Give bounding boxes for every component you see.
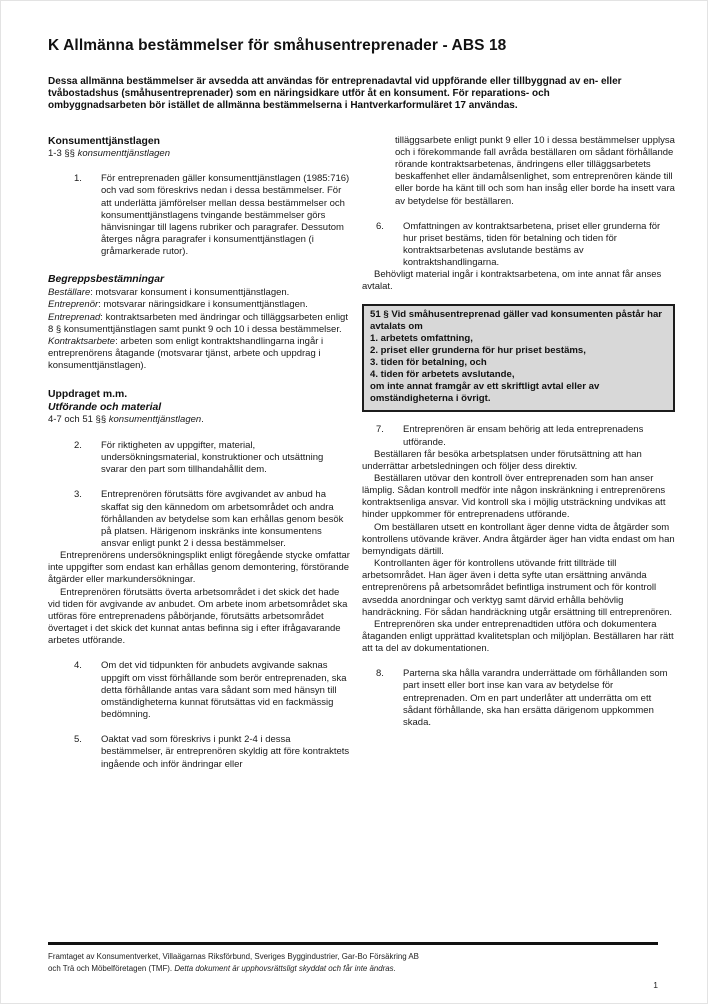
numbered-item-5 <box>74 734 350 770</box>
law-ref-suffix: . <box>201 414 204 426</box>
item-text: Parterna ska hålla varandra underrättade om förhållanden som part insett eller bort inse kan vara av betydelse för entreprenaden. Om en part underlåter att underrätta om ett sådant förhållande, ska han ersätta därigenom uppkommen skada. <box>403 668 668 728</box>
law-reference-1 <box>48 148 350 161</box>
page-content <box>1 1 707 771</box>
item-number: 3. <box>74 489 82 501</box>
section-heading-konsumenttjanstlagen: Konsumenttjänstlagen <box>48 135 160 147</box>
two-column-layout <box>48 135 675 771</box>
law-ref-name: konsumenttjänstlagen <box>77 147 170 159</box>
law-box-line: om inte annat framgår av ett skriftligt avtal eller av omständigheterna i övrigt. <box>370 381 600 405</box>
law-ref-prefix: 1-3 §§ <box>48 147 78 159</box>
definition-text: : motsvarar näringsidkare i konsumenttjänstlagen. <box>98 299 308 311</box>
numbered-item-2 <box>74 440 350 476</box>
definition-entreprenor <box>48 299 350 311</box>
item-7-continuation-2: Beställaren utövar den kontroll över entreprenaden som han anser lämplig. Sådan kontroll medför inte någon inskränkning i entreprenörens kontraktsenliga ansvar. Vid kontroll ska i möjlig utsträckning undvikas att hinder uppkommer för entreprenadens utförande. <box>362 472 666 521</box>
definition-text: : kontraktsarbeten med ändringar och tilläggsarbeten enligt 8 § konsumenttjänstlagen samt punkt 9 och 10 i dessa bestämmelser. <box>48 311 348 335</box>
law-ref-prefix: 4-7 och 51 §§ <box>48 414 109 426</box>
numbered-item-6 <box>376 221 675 270</box>
footer-divider <box>48 942 658 945</box>
item-7-continuation-5: Entreprenören ska under entreprenadtiden utföra och dokumentera åtaganden enligt upprättad kvalitetsplan och miljöplan. Beställaren har rätt att ta del av dokumentationen. <box>362 618 674 655</box>
item-3-continuation-2: Entreprenören förutsätts överta arbetsområdet i det skick det hade vid tiden för avgivande av anbudet. Om arbete inom arbetsområdet ska utföras före entreprenadens påbörjande, förutsätts arbetsområdet övertaget i det skick det kunnat antas befinna sig i efter ifrågavarande arbetes utförande. <box>48 586 348 647</box>
definition-term: Entreprenör <box>48 299 99 311</box>
footer-credits-line-2 <box>48 963 658 975</box>
law-box-line: 1. arbetets omfattning, <box>370 332 473 344</box>
footer-credits-prefix: och Trä och Möbelföretagen (TMF). <box>48 964 175 974</box>
definition-entreprenad <box>48 312 350 336</box>
item-number: 8. <box>376 668 384 680</box>
numbered-item-8 <box>376 668 675 729</box>
page-footer <box>48 942 658 990</box>
numbered-item-3 <box>74 489 350 550</box>
numbered-item-4 <box>74 660 350 721</box>
law-box-line: 4. tiden för arbetets avslutande, <box>370 369 515 381</box>
definition-text: : motsvarar konsument i konsumenttjänstlagen. <box>90 287 290 299</box>
definition-kontraktsarbete <box>48 336 350 372</box>
right-column <box>362 135 675 771</box>
item-number: 2. <box>74 439 82 451</box>
law-quote-box-51 <box>362 304 675 413</box>
subsection-heading-utforande: Utförande och material <box>48 402 162 414</box>
definition-text: : arbeten som enligt kontraktshandlingarna ingår i entreprenörens åtagande (motsvarar tjänst, arbete och uppdrag i konsumenttjänstlagen). <box>48 335 324 372</box>
law-ref-name: konsumenttjänstlagen <box>108 414 202 426</box>
item-text: För riktigheten av uppgifter, material, undersökningsmaterial, konstruktioner och utsättning svarar den part som tillhandahållit dem. <box>101 439 324 476</box>
item-text: Om det vid tidpunkten för anbudets avgivande saknas uppgift om visst förhållande som berör entreprenaden, ska detta förhållande antas vara sådant som med hänsyn till omständigheterna kunnat förutsättas vid en fackmässig bedömning. <box>101 660 347 721</box>
item-3-continuation-1: Entreprenörens undersökningsplikt enligt föregående stycke omfattar inte uppgifter som endast kan erhållas genom demontering, förstörande åtgärder eller markundersökningar. <box>48 550 350 586</box>
page-number: 1 <box>653 979 658 990</box>
item-text: För entreprenaden gäller konsumenttjänstlagen (1985:716) och vad som föreskrivs nedan i dessa bestämmelser. För att underlätta jämförelser mellan dessa bestämmelser och konsumenttjänstlagens tvingande bestämmelser görs hänvisningar till lagens rubriker och paragrafer. Dessutom återges några paragrafer i konsumenttjänstlagen (i gråmarkerade rutor). <box>101 173 350 258</box>
document-title: K Allmänna bestämmelser för småhusentreprenader - ABS 18 <box>48 37 507 54</box>
item-7-continuation-3: Om beställaren utsett en kontrollant äger denne vidta de åtgärder som kontrollens utövande kräver. Andra åtgärder äger han vidta endast om han bemyndigats därtill. <box>362 521 675 557</box>
law-reference-2 <box>48 414 350 427</box>
item-number: 1. <box>74 173 82 185</box>
footer-credits-line-1: Framtaget av Konsumentverket, Villaägarnas Riksförbund, Sveriges Byggindustrier, Gar-Bo Försäkring AB <box>48 952 419 961</box>
item-number: 7. <box>376 424 384 436</box>
definition-bestallare <box>48 287 350 299</box>
definition-term: Entreprenad <box>48 311 101 323</box>
footer-copyright-note: Detta dokument är upphovsrättsligt skyddat och får inte ändras. <box>174 964 396 974</box>
item-number: 6. <box>376 220 384 232</box>
item-number: 5. <box>74 734 82 746</box>
item-5-continuation: tilläggsarbete enligt punkt 9 eller 10 i dessa bestämmelser upplysa och i förekommande fall avråda beställaren om sådant förhållande rörande kontraktsarbetenas, ändringens eller tilläggsarbetets beskaffenhet eller ändamålsenlighet, som entreprenören kände till eller borde ha känt till och som han insåg eller borde ha insett vara av betydelse för beställaren. <box>395 134 675 207</box>
item-number: 4. <box>74 660 82 672</box>
item-6-continuation: Behövligt material ingår i kontraktsarbetena, om inte annat får anses avtalat. <box>362 269 662 293</box>
left-column <box>48 135 350 771</box>
law-box-line: 2. priset eller grunderna för hur priset bestäms, <box>370 344 586 356</box>
definitions-block <box>48 287 350 372</box>
item-text: Entreprenören förutsätts före avgivandet av anbud ha skaffat sig den kännedom om arbetsområdet och andra förhållanden av betydelse som kan erhållas genom besök på platsen. Härigenom inskränks inte konsumentens ansvar enligt punkt 2 i dessa bestämmelser. <box>101 489 344 549</box>
numbered-item-7 <box>376 424 675 448</box>
law-box-line: 3. tiden för betalning, och <box>370 356 487 368</box>
law-box-line: 51 § Vid småhusentreprenad gäller vad konsumenten påstår har avtalats om <box>370 308 663 332</box>
item-7-continuation-4: Kontrollanten äger för kontrollens utövande fritt tillträde till arbetsområdet. Han äger även i detta syfte utan ersättning använda entreprenörens på arbetsområdet befintliga instrument och för kontroll avsedda anordningar och verktyg samt därvid erhålla behövlig handräckning. För sådan handräckning utgår ersättning till entreprenören. <box>362 558 673 618</box>
column-gap <box>350 135 362 771</box>
definition-term: Beställare <box>48 287 91 299</box>
item-text: Oaktat vad som föreskrivs i punkt 2-4 i dessa bestämmelser, är entreprenören skyldig att före kontraktets ingående och inför ändringar eller <box>101 734 350 770</box>
item-text: Entreprenören är ensam behörig att leda entreprenadens utförande. <box>403 424 644 448</box>
item-7-continuation-1: Beställaren får besöka arbetsplatsen under förutsättning att han underrättar arbetsledningen och följer dess direktiv. <box>362 448 642 472</box>
item-text: Omfattningen av kontraktsarbetena, priset eller grunderna för hur priset bestäms, tiden för betalning och tiden för kontraktsarbetenas avslutande bestäms av kontraktshandlingarna. <box>403 220 661 269</box>
section-heading-uppdraget: Uppdraget m.m. <box>48 389 128 401</box>
section-heading-begreppsbestamningar: Begreppsbestämningar <box>48 274 165 286</box>
numbered-item-1 <box>74 173 350 258</box>
intro-paragraph: Dessa allmänna bestämmelser är avsedda att användas för entreprenadavtal vid uppförande eller tillbyggnad av en- eller tvåbostadshus (småhusentreprenader) som en näringsidkare utför åt en konsument. För reparations- och ombyggnadsarbeten bör istället de allmänna bestämmelserna i Hantverkarformuläret 17 användas. <box>48 76 622 111</box>
definition-term: Kontraktsarbete <box>48 335 116 347</box>
